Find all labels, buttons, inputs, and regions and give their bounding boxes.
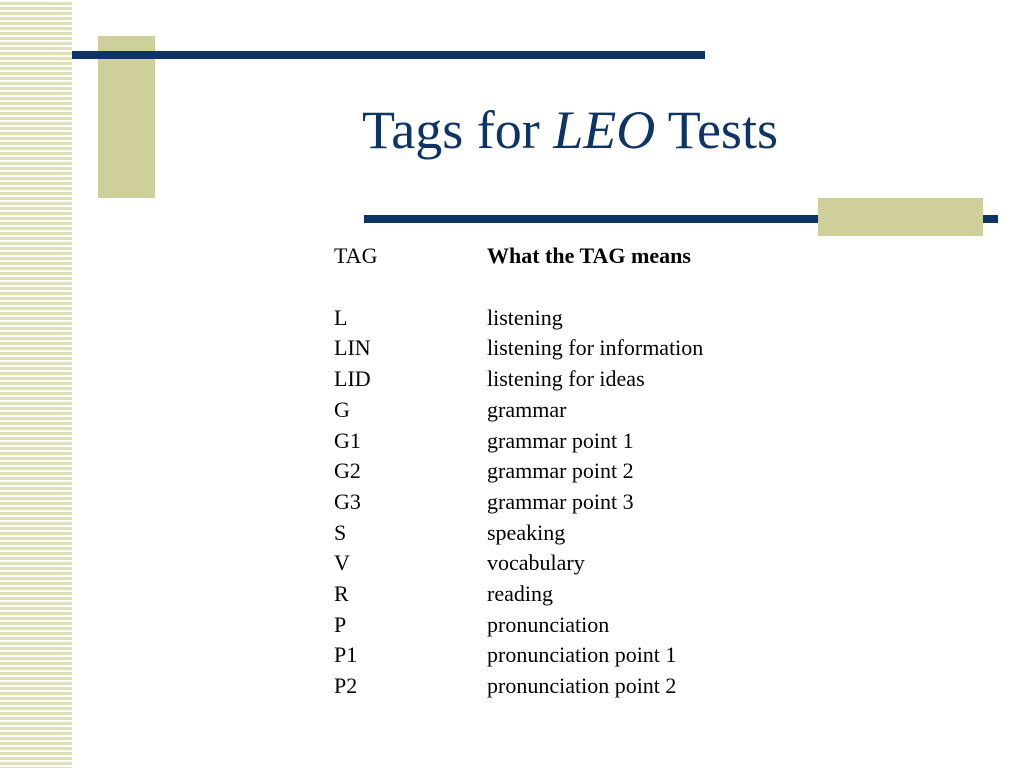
row-tag: LID bbox=[334, 366, 371, 392]
row-tag: L bbox=[334, 304, 348, 330]
table-row bbox=[334, 610, 787, 641]
table-row bbox=[334, 487, 787, 518]
row-tag: G bbox=[334, 396, 350, 422]
table-header bbox=[334, 241, 787, 272]
table-row bbox=[334, 548, 787, 579]
row-tag: LIN bbox=[334, 335, 371, 361]
row-tag: S bbox=[334, 519, 347, 545]
table-row bbox=[334, 671, 787, 702]
title-prefix: Tags for bbox=[362, 100, 540, 160]
decorative-stripes bbox=[0, 0, 72, 768]
row-tag: P bbox=[334, 611, 347, 637]
table-row bbox=[334, 456, 787, 487]
row-meaning: listening bbox=[487, 304, 563, 330]
row-tag: G1 bbox=[334, 427, 361, 453]
title-rule-top bbox=[72, 51, 705, 59]
row-meaning: vocabulary bbox=[487, 550, 585, 576]
row-tag: G2 bbox=[334, 458, 361, 484]
row-meaning: listening for information bbox=[487, 335, 704, 361]
title-suffix: Tests bbox=[667, 100, 778, 160]
row-meaning: pronunciation point 1 bbox=[487, 642, 677, 668]
row-tag: R bbox=[334, 581, 349, 607]
header-meaning: What the TAG means bbox=[487, 243, 691, 268]
header-tag: TAG bbox=[334, 243, 378, 268]
table-row bbox=[334, 518, 787, 549]
accent-block-right bbox=[818, 198, 983, 236]
tag-table bbox=[334, 241, 787, 702]
table-row bbox=[334, 364, 787, 395]
row-meaning: grammar bbox=[487, 396, 567, 422]
row-tag: V bbox=[334, 550, 350, 576]
table-row bbox=[334, 426, 787, 457]
row-meaning: reading bbox=[487, 581, 553, 607]
row-meaning: pronunciation bbox=[487, 611, 610, 637]
row-tag: G3 bbox=[334, 488, 361, 514]
table-row bbox=[334, 640, 787, 671]
table-row bbox=[334, 303, 787, 334]
title-italic: LEO bbox=[553, 100, 656, 160]
row-tag: P1 bbox=[334, 642, 358, 668]
row-meaning: grammar point 1 bbox=[487, 427, 634, 453]
row-meaning: listening for ideas bbox=[487, 366, 645, 392]
table-row bbox=[334, 579, 787, 610]
table-spacer bbox=[334, 272, 787, 303]
slide-title bbox=[250, 96, 890, 164]
accent-block-left bbox=[98, 36, 155, 198]
row-meaning: grammar point 2 bbox=[487, 458, 634, 484]
table-row bbox=[334, 333, 787, 364]
table-row bbox=[334, 395, 787, 426]
row-meaning: grammar point 3 bbox=[487, 488, 634, 514]
row-tag: P2 bbox=[334, 673, 358, 699]
row-meaning: pronunciation point 2 bbox=[487, 673, 677, 699]
row-meaning: speaking bbox=[487, 519, 566, 545]
